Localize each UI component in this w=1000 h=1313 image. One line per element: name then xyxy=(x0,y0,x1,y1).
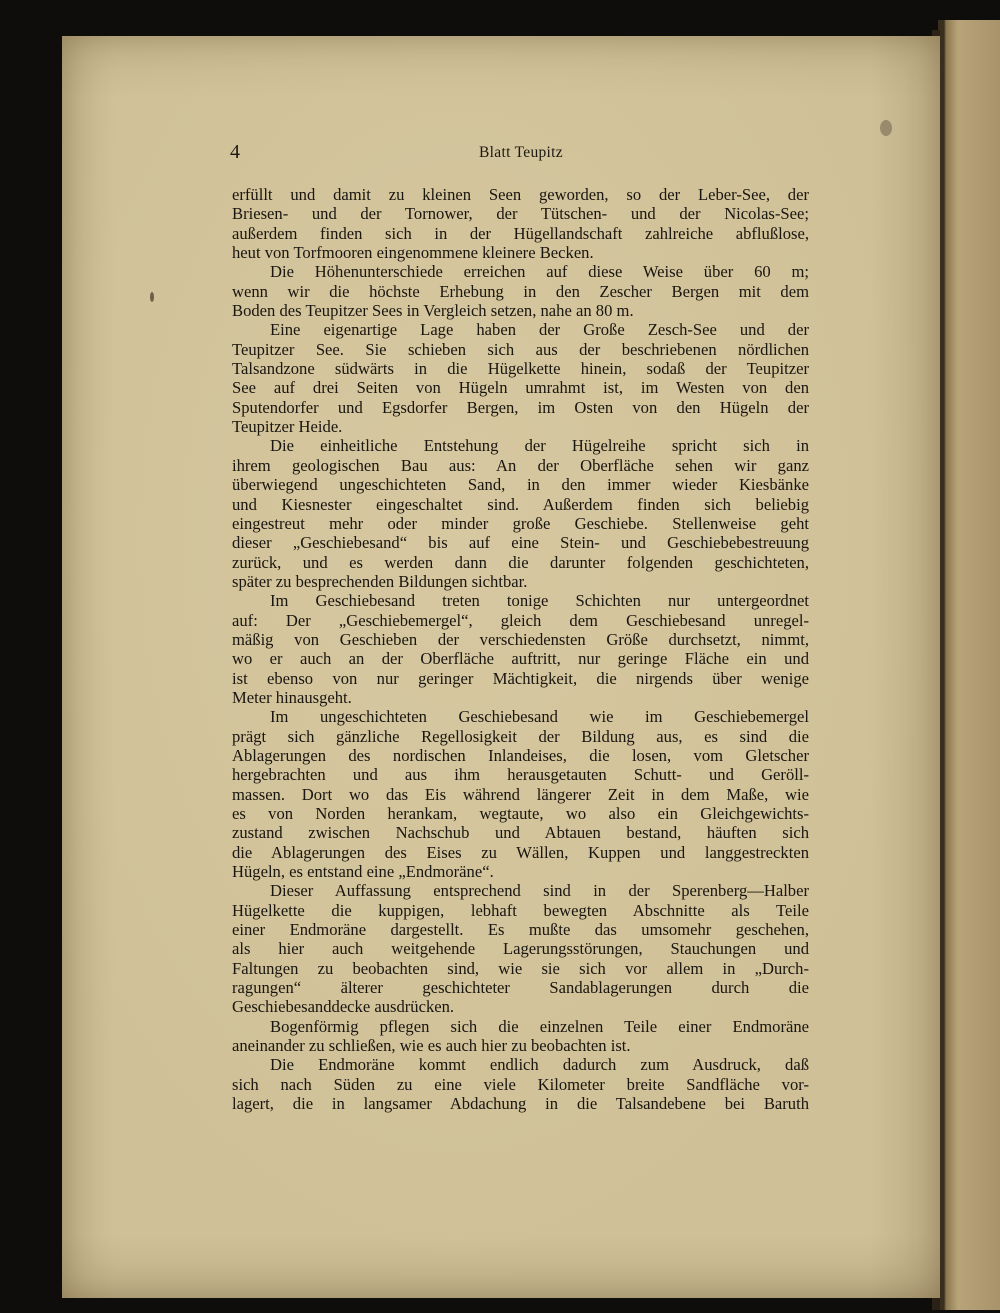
text-line: zurück, und es werden dann die darunter folgenden geschichteten, xyxy=(232,552,809,572)
text-line: Boden des Teupitzer Sees in Vergleich setzen, nahe an 80 m. xyxy=(232,301,634,321)
text-line: Sputendorfer und Egsdorfer Bergen, im Osten von den Hügeln der xyxy=(232,397,809,417)
text-line: als hier auch weitgehende Lagerungsstörungen, Stauchungen und xyxy=(232,939,809,959)
text-line: Teupitzer Heide. xyxy=(232,417,343,437)
text-line: es von Norden herankam, wegtaute, wo also ein Gleichgewichts- xyxy=(232,804,809,823)
text-line: überwiegend ungeschichteten Sand, in den immer wieder Kiesbänke xyxy=(232,475,809,495)
text-line: Dieser Auffassung entsprechend sind in der Sperenberg—Halber xyxy=(270,881,809,901)
text-line: wo er auch an der Oberfläche auftritt, nur geringe Fläche ein und xyxy=(232,649,809,669)
text-line: Die Höhenunterschiede erreichen auf diese Weise über 60 m; xyxy=(270,262,809,282)
facing-page-edge xyxy=(938,20,1000,1310)
text-line: Faltungen zu beobachten sind, wie sie sich vor allem in „Durch- xyxy=(232,958,809,978)
text-line: Geschiebesanddecke ausdrücken. xyxy=(232,997,455,1017)
text-line: erfüllt und damit zu kleinen Seen geworden, so der Leber-See, der xyxy=(232,185,809,204)
text-line: See auf drei Seiten von Hügeln umrahmt ist, im Westen von den xyxy=(232,378,809,398)
text-line: später zu besprechenden Bildungen sichtbar. xyxy=(232,571,528,591)
text-line: zustand zwischen Nachschub und Abtauen bestand, häuften sich xyxy=(232,823,809,843)
text-line: aneinander zu schließen, wie es auch hier zu beobachten ist. xyxy=(232,1036,631,1056)
text-line: Hügelkette die kuppigen, lebhaft bewegten Abschnitte als Teile xyxy=(232,900,809,920)
page-header xyxy=(230,141,812,165)
text-line: massen. Dort wo das Eis während längerer Zeit in dem Maße, wie xyxy=(232,784,809,804)
text-line: außerdem finden sich in der Hügellandschaft zahlreiche abflußlose, xyxy=(232,223,809,243)
text-line: Briesen- und der Tornower, der Tütschen- und der Nicolas-See; xyxy=(232,204,809,224)
text-line: ist ebenso von nur geringer Mächtigkeit, die nirgends über wenige xyxy=(232,668,809,688)
text-line: wenn wir die höchste Erhebung in den Zescher Bergen mit dem xyxy=(232,281,809,301)
text-line: die Ablagerungen des Eises zu Wällen, Kuppen und langgestreckten xyxy=(232,842,809,862)
margin-mark xyxy=(150,292,154,302)
text-line: mäßig von Geschieben der verschiedensten Größe durchsetzt, nimmt, xyxy=(232,629,809,649)
text-line: Eine eigenartige Lage haben der Große Zesch-See und der xyxy=(270,320,809,340)
text-line: prägt sich gänzliche Regellosigkeit der Bildung aus, es sind die xyxy=(232,726,809,746)
text-line: sich nach Süden zu eine viele Kilometer breite Sandfläche vor- xyxy=(232,1074,809,1094)
text-line: heut von Torfmooren eingenommene kleinere Becken. xyxy=(232,243,594,263)
text-line: eingestreut mehr oder minder große Geschiebe. Stellenweise geht xyxy=(232,513,809,533)
text-line: Talsandzone südwärts in die Hügelkette hinein, sodaß der Teupitzer xyxy=(232,359,809,379)
text-line: Ablagerungen des nordischen Inlandeises, die losen, vom Gletscher xyxy=(232,745,809,765)
text-line: dieser „Geschiebesand“ bis auf eine Stein- und Geschiebebestreuung xyxy=(232,533,809,553)
body-text xyxy=(232,185,809,1114)
text-line: Meter hinausgeht. xyxy=(232,687,352,707)
text-line: ihrem geologischen Bau aus: An der Oberfläche sehen wir ganz xyxy=(232,455,809,475)
running-title: Blatt Teupitz xyxy=(479,144,563,161)
text-line: Bogenförmig pflegen sich die einzelnen Teile einer Endmoräne xyxy=(270,1016,809,1036)
text-line: und Kiesnester eingeschaltet sind. Außerdem finden sich beliebig xyxy=(232,494,809,514)
text-line: Teupitzer See. Sie schieben sich aus der beschriebenen nördlichen xyxy=(232,339,809,359)
text-line: Die einheitliche Entstehung der Hügelreihe spricht sich in xyxy=(270,436,809,456)
text-line: Die Endmoräne kommt endlich dadurch zum Ausdruck, daß xyxy=(270,1055,809,1075)
text-line: Im Geschiebesand treten tonige Schichten nur untergeordnet xyxy=(270,591,809,611)
text-line: einer Endmoräne dargestellt. Es mußte das umsomehr geschehen, xyxy=(232,920,809,940)
text-line: lagert, die in langsamer Abdachung in die Talsandebene bei Baruth xyxy=(232,1094,809,1114)
text-line: ragungen“ älterer geschichteter Sandablagerungen durch die xyxy=(232,978,809,998)
text-line: auf: Der „Geschiebemergel“, gleich dem Geschiebesand unregel- xyxy=(232,610,809,630)
page-number: 4 xyxy=(230,141,240,163)
corner-stain xyxy=(880,120,892,136)
text-line: Im ungeschichteten Geschiebesand wie im Geschiebemergel xyxy=(270,707,809,727)
text-line: Hügeln, es entstand eine „Endmoräne“. xyxy=(232,862,494,882)
text-line: hergebrachten und aus ihm herausgetauten Schutt- und Geröll- xyxy=(232,765,809,785)
